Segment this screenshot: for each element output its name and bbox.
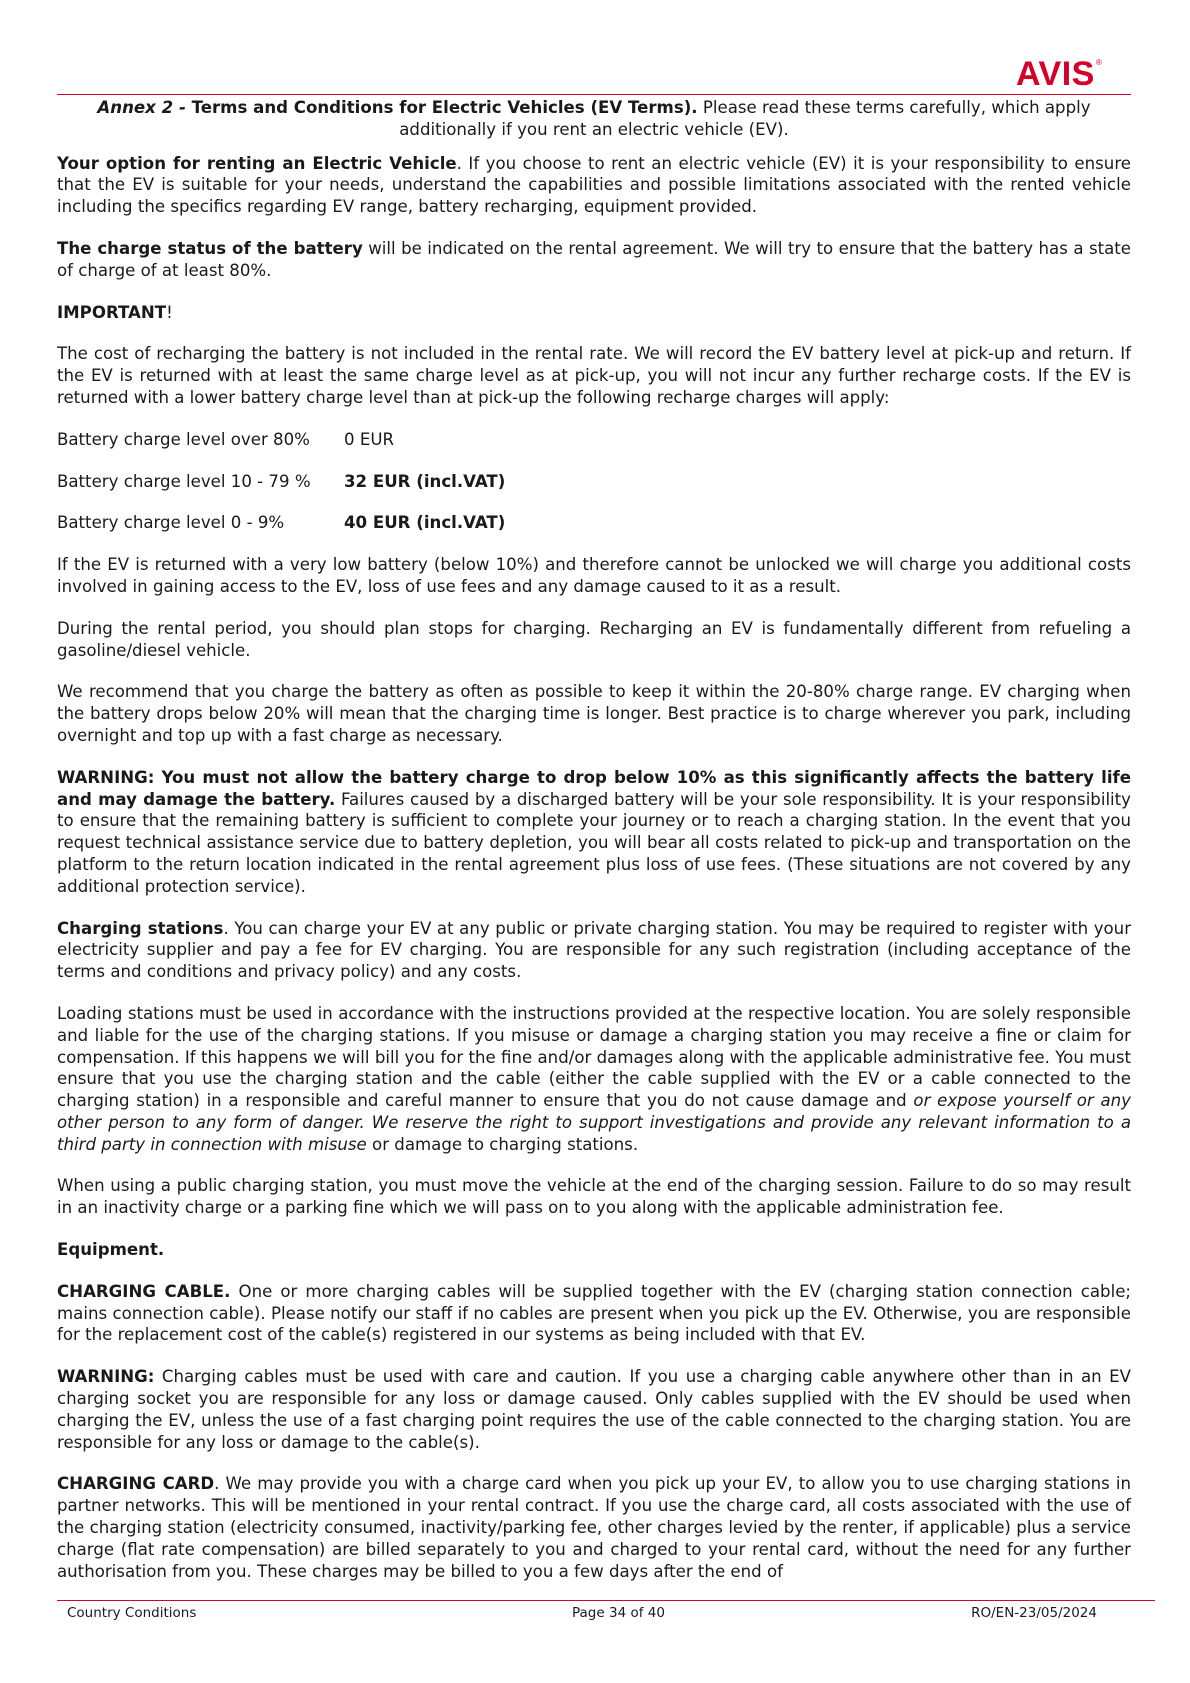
charge-status-text: will be indicated on the rental agreement. We will try to ensure that the battery has a state of charge of at least 80%. <box>57 238 1131 280</box>
recommend-paragraph: We recommend that you charge the battery as often as possible to keep it within the 20-80% charge range. EV charging when the battery drops below 20% will mean that the charging time is longer. Best practice is to charge wherever you park, including overnight and top up with a fast charge as necessary. <box>57 682 1131 745</box>
annex-label: Annex 2 - <box>97 98 186 117</box>
charging-stations-paragraph <box>57 918 1131 983</box>
charging-cable-paragraph <box>57 1281 1131 1346</box>
charging-card-paragraph <box>57 1473 1131 1582</box>
charging-stations-heading: Charging stations <box>57 918 224 938</box>
option-paragraph <box>57 153 1131 218</box>
charge-status-paragraph <box>57 238 1131 282</box>
charging-stations-text: . You can charge your EV at any public or private charging station. You may be required to register with your electricity supplier and pay a fee for EV charging. You are responsible for any such registration (including acceptance of the terms and conditions and privacy policy) and any costs. <box>57 918 1132 982</box>
charge-status-heading: The charge status of the battery <box>57 238 363 258</box>
loading-stations-text-a: Loading stations must be used in accordance with the instructions provided at the respective location. You are solely responsible and liable for the use of the charging stations. If you misuse or damage a charging station you may receive a fine or claim for compensation. If this happens we will bill you for the fine and/or damages along with the applicable administrative fee. You must ensure that you use the charging station and the cable (either the cable supplied with the EV or a cable connected to the charging station) in a responsible and careful manner to ensure that you do not cause damage and <box>57 1003 1131 1111</box>
charge-level-label: Battery charge level 10 - 79 % <box>57 471 311 491</box>
loading-stations-paragraph <box>57 1003 1131 1156</box>
warning-battery-paragraph <box>57 767 1131 898</box>
public-station-paragraph: When using a public charging station, you must move the vehicle at the end of the charging session. Failure to do so may result in an inactivity charge or a parking fine which we will pass on to you along with the applicable administration fee. <box>57 1176 1131 1218</box>
logo-text: AVIS <box>1016 55 1095 93</box>
important-heading: IMPORTANT <box>57 302 167 322</box>
equipment-heading-text: Equipment. <box>57 1240 165 1260</box>
option-text: . If you choose to rent an electric vehicle (EV) it is your responsibility to ensure that the EV is suitable for your needs, understand the capabilities and possible limitations associated with the rented vehicle including the specifics regarding EV range, battery recharging, equipment provided. <box>57 153 1131 217</box>
warning-cable-heading: WARNING: <box>57 1367 155 1387</box>
annex-note: Please read these terms carefully, which apply additionally if you rent an electric vehicle (EV). <box>399 98 1091 139</box>
warning-battery-text: Failures caused by a discharged battery will be your sole responsibility. It is your responsibility to ensure that the remaining battery is sufficient to complete your journey or to reach a charging station. In the event that you request technical assistance service due to battery depletion, you will bear all costs related to pick-up and transportation on the platform to the return location indicated in the rental agreement plus loss of use fees. (These situations are not covered by any additional protection service). <box>57 789 1131 896</box>
document-body <box>57 97 1131 1602</box>
registered-mark: ® <box>1095 58 1103 67</box>
avis-logo <box>1016 57 1102 91</box>
page-footer <box>67 1604 1097 1622</box>
warning-cable-paragraph <box>57 1366 1131 1453</box>
important-paragraph <box>57 302 1131 324</box>
header-divider <box>57 94 1131 95</box>
charging-cable-text: One or more charging cables will be supplied together with the EV (charging station connection cable; mains connection cable). Please notify our staff if no cables are present when you pick up the EV. Otherwise, you are responsible for the replacement cost of the cable(s) registered in our systems as being included with that EV. <box>57 1281 1131 1345</box>
footer-document-name: Country Conditions <box>67 1605 197 1621</box>
warning-battery-bold: WARNING: You must not allow the battery charge to drop below 10% as this significantly affects the battery life and may damage the battery. <box>57 767 1131 809</box>
loading-stations-italic: or expose yourself or any other person to any form of danger. We reserve the right to support investigations and provide any relevant information to a third party in connection with misuse <box>57 1091 1131 1154</box>
charge-level-label: Battery charge level 0 - 9% <box>57 513 285 533</box>
recharge-cost-paragraph: The cost of recharging the battery is not included in the rental rate. We will record the EV battery level at pick-up and return. If the EV is returned with at least the same charge level as at pick-up, you will not incur any further recharge costs. If the EV is returned with a lower battery charge level than at pick-up the following recharge charges will apply: <box>57 344 1131 407</box>
warning-cable-text: Charging cables must be used with care and caution. If you use a charging cable anywhere other than in an EV charging socket you are responsible for any loss or damage caused. Only cables supplied with the EV should be used when charging the EV, unless the use of a fast charging point requires the use of the cable connected to the charging station. You are responsible for any loss or damage to the cable(s). <box>57 1367 1131 1452</box>
loading-stations-text-b: or damage to charging stations. <box>366 1134 639 1154</box>
charge-level-value: 40 EUR (incl.VAT) <box>344 513 506 533</box>
charging-card-text: . We may provide you with a charge card when you pick up your EV, to allow you to use charging stations in partner networks. This will be mentioned in your rental contract. If you use the charge card, all costs associated with the use of the charging station (electricity consumed, inactivity/parking fee, other charges levied by the renter, if applicable) plus a service charge (flat rate compensation) are billed separately to you and charged to your rental card, without the need for any further authorisation from you. These charges may be billed to you a few days after the end of <box>57 1474 1131 1581</box>
footer-page-number: Page 34 of 40 <box>572 1605 665 1621</box>
important-mark: ! <box>166 302 173 322</box>
charge-level-label: Battery charge level over 80% <box>57 429 310 449</box>
charge-row <box>57 471 1131 493</box>
charging-card-heading: CHARGING CARD <box>57 1474 215 1494</box>
equipment-heading <box>57 1239 1131 1261</box>
charge-level-value: 0 EUR <box>344 429 394 449</box>
charge-row <box>57 512 1131 534</box>
charge-row <box>57 429 1131 451</box>
low-battery-paragraph: If the EV is returned with a very low battery (below 10%) and therefore cannot be unlocked we will charge you additional costs involved in gaining access to the EV, loss of use fees and any damage caused to it as a result. <box>57 555 1131 596</box>
footer-version: RO/EN-23/05/2024 <box>971 1605 1097 1621</box>
footer-divider <box>57 1600 1155 1601</box>
plan-stops-paragraph: During the rental period, you should plan stops for charging. Recharging an EV is fundamentally different from refueling a gasoline/diesel vehicle. <box>57 618 1131 660</box>
option-heading: Your option for renting an Electric Vehicle <box>57 153 457 173</box>
charge-level-value: 32 EUR (incl.VAT) <box>344 471 506 491</box>
annex-heading: Terms and Conditions for Electric Vehicles (EV Terms). <box>191 98 698 117</box>
charging-cable-heading: CHARGING CABLE. <box>57 1281 231 1301</box>
annex-title <box>57 97 1131 141</box>
